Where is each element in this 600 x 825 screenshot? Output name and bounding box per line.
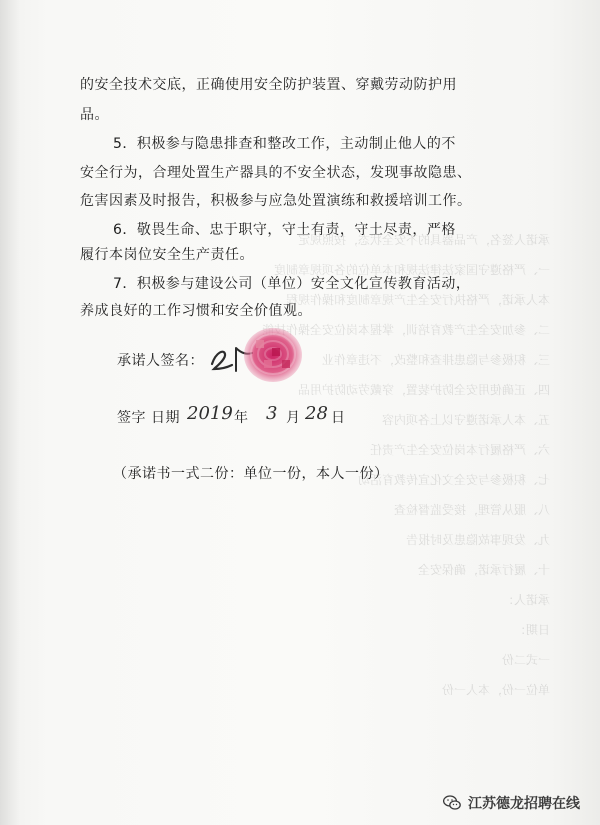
body-line-7: 履行本岗位安全生产责任。 <box>80 247 254 263</box>
date-month-unit: 月 <box>286 410 301 426</box>
body-line-9: 养成良好的工作习惯和安全价值观。 <box>80 303 312 319</box>
watermark <box>443 793 580 813</box>
bleed-through-text: 承诺人签名，产品器具的不安全状态，按照规定 一、严格遵守国家法律法规和本单位的各项规章制度 本人承诺，严格执行安全生产规章制度和操作规程 二、参加安全生产教育培训，掌握本岗位安全操作技能 三、积极参与隐患排查和整改，不违章作业 四、正确使用安全防护装置，穿戴劳动防护用品 五、本人承诺遵守以上各项内容 六、严格履行本岗位安全生产责任 七、积极参与安全文化宣传教育活动 八、服从管理，接受监督检查 九、发现事故隐患及时报告 十、履行承诺，确保安全 承诺人： 日期： 一式二份 单位一份，本人一份 <box>261 233 550 697</box>
date-year-handwritten: 2019 <box>187 403 233 424</box>
date-year-unit: 年 <box>234 410 249 426</box>
body-line-4: 安全行为，合理处置生产器具的不安全状态，发现事故隐患、 <box>80 165 472 181</box>
body-line-2: 品。 <box>80 107 109 123</box>
copies-note: （承诺书一式二份：单位一份，本人一份） <box>113 466 389 482</box>
fingerprint-seal <box>242 324 306 388</box>
date-day-unit: 日 <box>331 410 346 426</box>
watermark-text: 江苏德龙招聘在线 <box>468 796 580 812</box>
date-day-handwritten: 28 <box>305 403 328 424</box>
date-month-handwritten: 3 <box>266 403 278 424</box>
body-line-3: 5．积极参与隐患排查和整改工作，主动制止他人的不 <box>113 136 456 152</box>
date-label: 签字 日期 <box>117 410 180 426</box>
body-line-1: 的安全技术交底，正确使用安全防护装置、穿戴劳动防护用 <box>80 77 457 93</box>
body-line-8: 7．积极参与建设公司（单位）安全文化宣传教育活动， <box>113 276 471 292</box>
body-line-5: 危害因素及时报告，积极参与应急处置演练和救援培训工作。 <box>80 193 472 209</box>
page-shadow <box>0 0 20 825</box>
body-line-6: 6．敬畏生命、忠于职守，守土有责，守土尽责，严格 <box>113 222 456 238</box>
wechat-icon <box>443 795 461 811</box>
signature-label: 承诺人签名： <box>117 353 204 369</box>
